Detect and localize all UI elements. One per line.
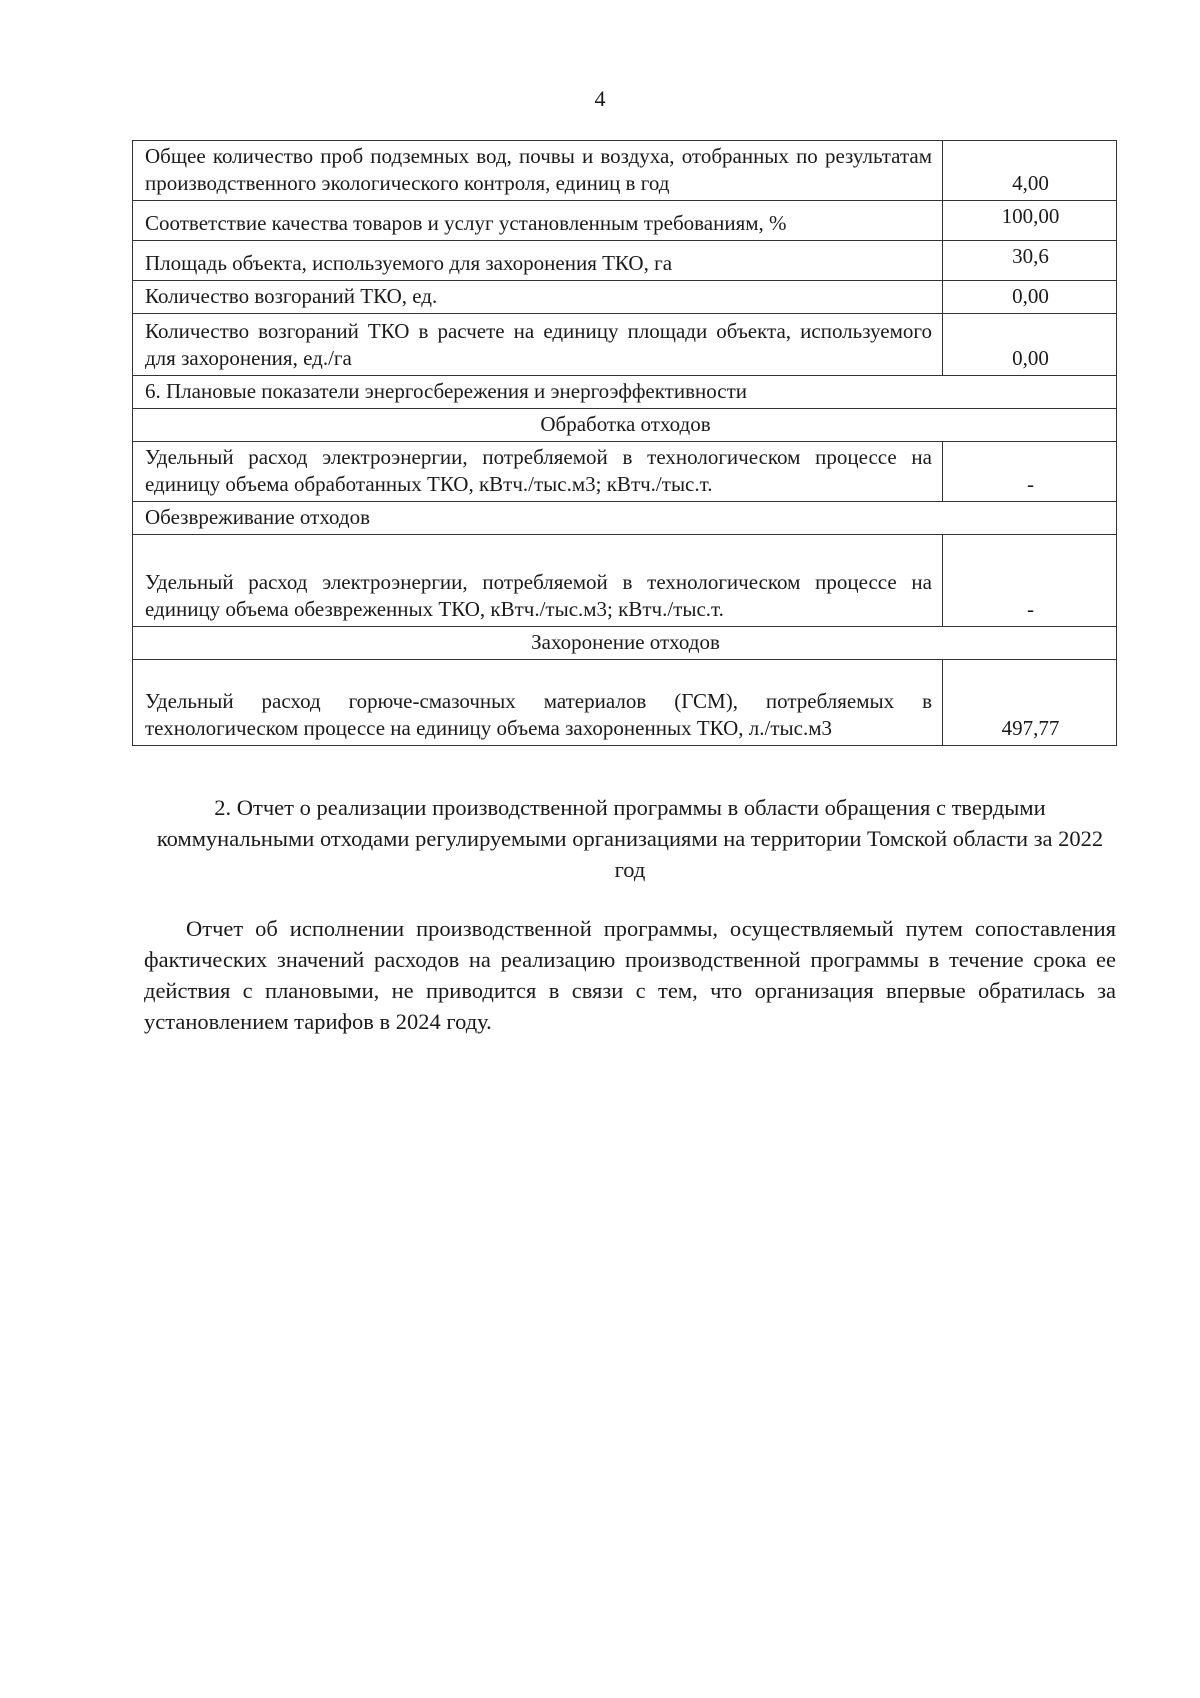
indicator-label: Удельный расход электроэнергии, потребляемой в технологическом процессе на единицу объема обработанных ТКО, кВтч./тыс.м3; кВтч./тыс.т. <box>133 442 943 502</box>
section-header: Обезвреживание отходов <box>133 502 1117 535</box>
indicator-value: 0,00 <box>943 281 1117 314</box>
subsection-header: Обработка отходов <box>133 409 1117 442</box>
indicator-label: Количество возгораний ТКО, ед. <box>133 281 943 314</box>
table-row <box>133 627 1117 660</box>
table-row <box>133 201 1117 241</box>
body-paragraph: Отчет об исполнении производственной программы, осуществляемый путем сопоставления фактических значений расходов на реализацию производственной программы в течение срока ее действия с плановыми, не приводится в связи с тем, что организация впервые обратилась за установлением тарифов в 2024 году. <box>144 916 1116 1034</box>
indicator-value: 100,00 <box>943 201 1117 241</box>
indicator-label: Соответствие качества товаров и услуг установленным требованиям, % <box>133 201 943 241</box>
table-row <box>133 535 1117 627</box>
indicator-label: Удельный расход горюче-смазочных материалов (ГСМ), потребляемых в технологическом процессе на единицу объема захороненных ТКО, л./тыс.м3 <box>133 660 943 746</box>
table-row <box>133 376 1117 409</box>
section-heading: 2. Отчет о реализации производственной программы в области обращения с твердыми коммунальными отходами регулируемыми организациями на территории Томской области за 2022 год <box>156 795 1104 882</box>
section-header: 6. Плановые показатели энергосбережения и энергоэффективности <box>133 376 1117 409</box>
table-row <box>133 409 1117 442</box>
indicator-label: Удельный расход электроэнергии, потребляемой в технологическом процессе на единицу объема обезвреженных ТКО, кВтч./тыс.м3; кВтч./тыс.т. <box>133 535 943 627</box>
indicator-value: 30,6 <box>943 241 1117 281</box>
table-row <box>133 241 1117 281</box>
table-row <box>133 314 1117 376</box>
indicator-value: - <box>943 535 1117 627</box>
table-row <box>133 442 1117 502</box>
indicator-value: - <box>943 442 1117 502</box>
subsection-header: Захоронение отходов <box>133 627 1117 660</box>
indicator-label: Общее количество проб подземных вод, почвы и воздуха, отобранных по результатам производственного экологического контроля, единиц в год <box>133 141 943 201</box>
page-number: 4 <box>594 86 606 111</box>
indicators-table <box>132 140 1117 746</box>
table-row <box>133 281 1117 314</box>
indicator-label: Количество возгораний ТКО в расчете на единицу площади объекта, используемого для захоронения, ед./га <box>133 314 943 376</box>
indicator-value: 0,00 <box>943 314 1117 376</box>
table-row <box>133 502 1117 535</box>
indicator-value: 497,77 <box>943 660 1117 746</box>
table-row <box>133 660 1117 746</box>
indicator-label: Площадь объекта, используемого для захоронения ТКО, га <box>133 241 943 281</box>
table-row <box>133 141 1117 201</box>
indicator-value: 4,00 <box>943 141 1117 201</box>
